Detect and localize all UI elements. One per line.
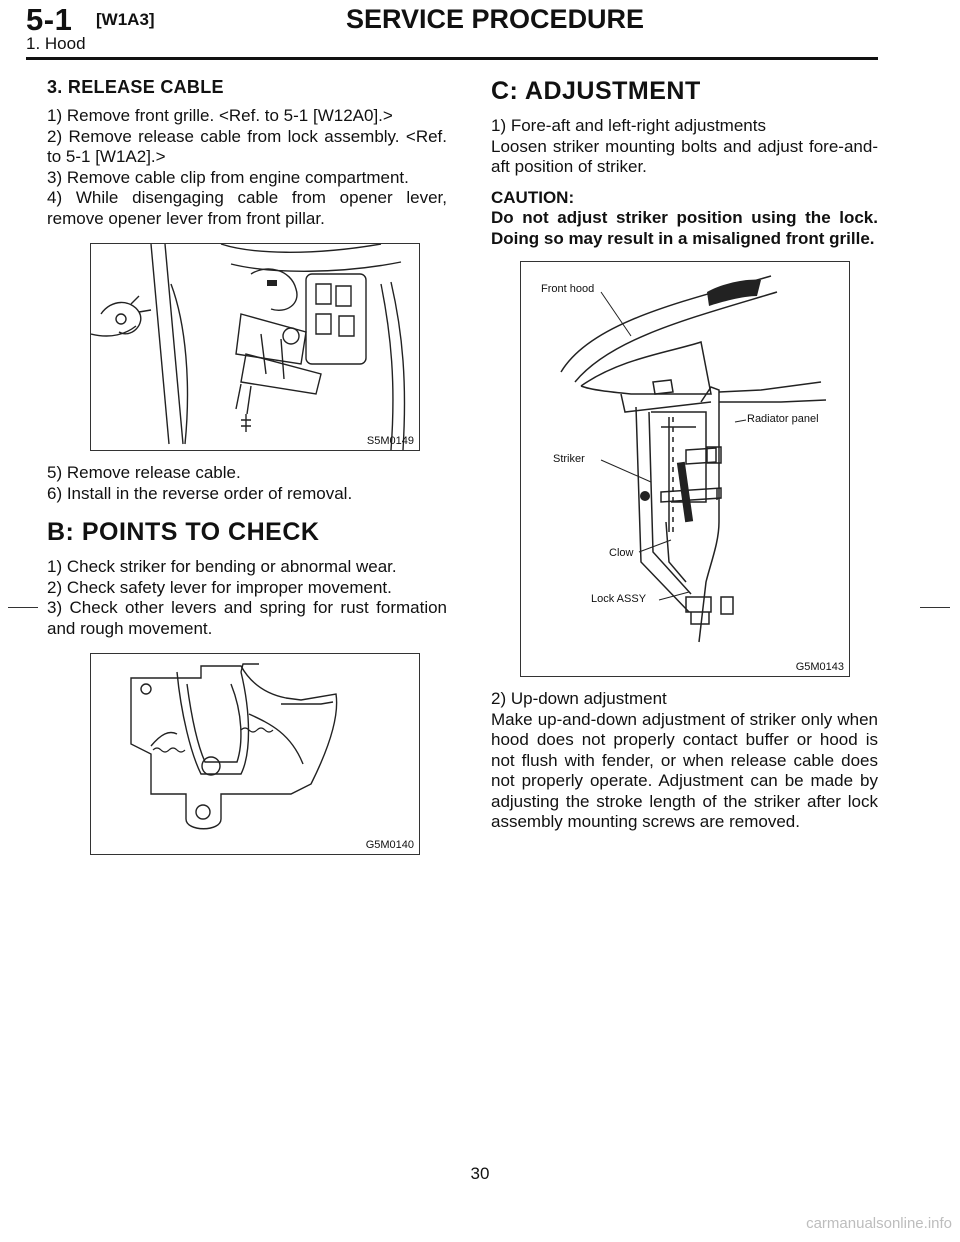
- step-text: 3) Check other levers and spring for rust formation and rough movement.: [47, 598, 447, 638]
- adjustment-heading: C: ADJUSTMENT: [491, 77, 701, 105]
- label-clow: Clow: [609, 547, 634, 559]
- page-title: SERVICE PROCEDURE: [346, 4, 645, 34]
- watermark: carmanualsonline.info: [806, 1215, 952, 1232]
- step-title: 1) Fore-aft and left-right adjustments: [491, 116, 766, 135]
- step-text: 5) Remove release cable.: [47, 463, 241, 482]
- figure-lock-assembly: [90, 653, 420, 855]
- step-text: 2) Check safety lever for improper movement.: [47, 577, 392, 597]
- label-front-hood: Front hood: [541, 283, 595, 295]
- figure-id: S5M0149: [366, 435, 414, 447]
- figure-id: G5M0140: [365, 839, 414, 851]
- page-subtitle: 1. Hood: [26, 34, 86, 53]
- step-text: 4) While disengaging cable from opener lever, remove opener lever from front pillar.: [47, 188, 447, 228]
- label-striker: Striker: [553, 453, 585, 465]
- step-text: Make up-and-down adjustment of striker only when hood does not properly contact buffer or hood is not flush with fender, or when release cable does not properly operate. Adjustment can be made by adjusting the stroke length of the striker after lock assembly mounting screws are removed.: [491, 709, 878, 831]
- step-text: Loosen striker mounting bolts and adjust fore-and-aft position of striker.: [491, 136, 878, 176]
- margin-mark-left: [8, 607, 38, 608]
- step-title: 2) Up-down adjustment: [491, 689, 667, 708]
- step-text: 6) Install in the reverse order of removal.: [47, 483, 353, 503]
- caution-label: CAUTION:: [491, 187, 575, 207]
- figure-opener-lever: [90, 243, 420, 451]
- step-text: 3) Remove cable clip from engine compartment.: [47, 167, 409, 187]
- step-text: 2) Remove release cable from lock assembly. <Ref. to 5-1 [W1A2].>: [47, 126, 447, 166]
- step-text: 1) Remove front grille. <Ref. to 5-1 [W12A0].>: [47, 106, 393, 125]
- points-to-check-heading: B: POINTS TO CHECK: [47, 518, 320, 546]
- figure-striker-adjustment: [520, 261, 850, 677]
- section-code: 5-1: [26, 2, 73, 37]
- margin-mark-right: [920, 607, 950, 608]
- caution-text: Do not adjust striker position using the lock. Doing so may result in a misaligned front grille.: [491, 208, 878, 248]
- release-cable-heading: 3. RELEASE CABLE: [47, 77, 224, 97]
- header-divider: [26, 57, 878, 60]
- step-text: 1) Check striker for bending or abnormal wear.: [47, 557, 397, 576]
- striker-adjustment-illustration: [521, 262, 849, 676]
- label-lock-assy: Lock ASSY: [591, 593, 647, 605]
- label-radiator-panel: Radiator panel: [747, 413, 819, 425]
- figure-id: G5M0143: [795, 661, 844, 673]
- right-column: [491, 77, 878, 833]
- opener-lever-illustration: [91, 244, 419, 450]
- left-column: [47, 77, 447, 855]
- lock-assembly-illustration: [91, 654, 419, 854]
- page-number: 30: [470, 1164, 490, 1183]
- section-ref: [W1A3]: [96, 10, 155, 29]
